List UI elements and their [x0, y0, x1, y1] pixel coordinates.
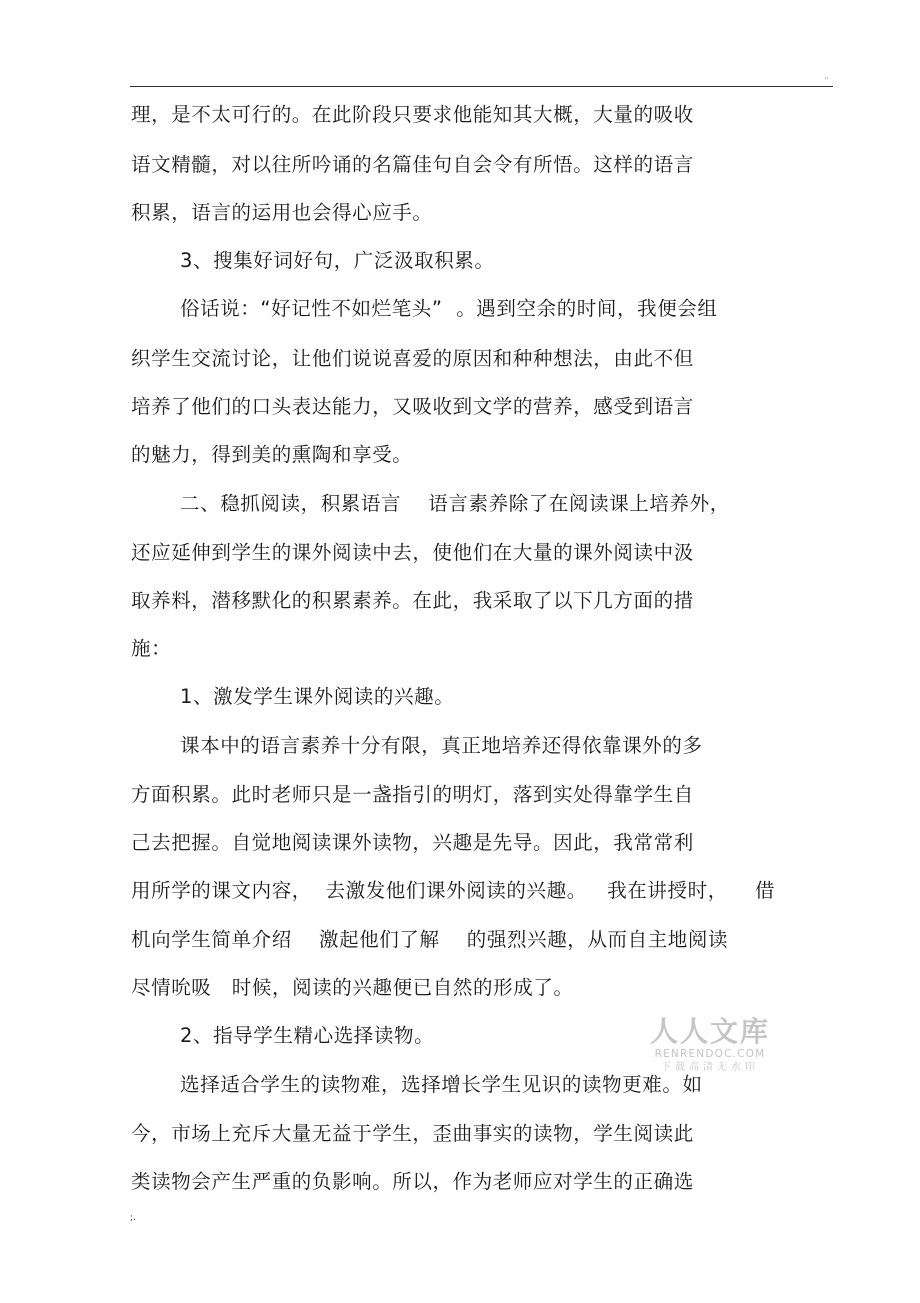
header-mark: ·· [824, 74, 830, 83]
text-line: 还应延伸到学生的课外阅读中去，使他们在大量的课外阅读中汲 [131, 541, 694, 564]
watermark-title: 人人文库 [649, 1015, 770, 1048]
header-rule [130, 86, 833, 87]
text-line: 方面积累。此时老师只是一盏指引的明灯，落到实处得靠学生自 [131, 783, 694, 806]
text-line: 语文精髓，对以往所吟诵的名篇佳句自会令有所悟。这样的语言 [131, 153, 694, 176]
text-line: 用所学的课文内容， 去激发他们课外阅读的兴趣。 我在讲授时， 借 [131, 879, 776, 902]
watermark-subtitle: 下载高清无水印 [661, 1062, 759, 1073]
text-line: 1、激发学生课外阅读的兴趣。 [180, 685, 455, 708]
text-line: 尽情吮吸 时候，阅读的兴趣便已自然的形成了。 [131, 976, 574, 999]
text-line: 今，市场上充斥大量无益于学生，歪曲事实的读物，学生阅读此 [131, 1122, 694, 1145]
text-line: 类读物会产生严重的负影响。所以，作为老师应对学生的正确选 [131, 1170, 694, 1193]
text-line: 二、稳抓阅读，积累语言 语言素养除了在阅读课上培养外， [180, 492, 730, 515]
text-line: 施： [131, 637, 172, 660]
watermark [648, 1016, 772, 1074]
text-line: 理，是不太可行的。在此阶段只要求他能知其大概，大量的吸收 [131, 103, 694, 126]
text-line: 机向学生简单介绍 激起他们了解 的强烈兴趣，从而自主地阅读 [131, 928, 729, 951]
text-line: 2、指导学生精心选择读物。 [180, 1024, 435, 1047]
watermark-url: RENRENDOC.COM [654, 1048, 766, 1060]
text-line: 织学生交流讨论，让他们说说喜爱的原因和种种想法，由此不但 [131, 347, 694, 370]
text-line: 积累，语言的运用也会得心应手。 [131, 201, 433, 224]
text-line: 取养料，潜移默化的积累素养。在此，我采取了以下几方面的措 [131, 589, 694, 612]
text-line: 培养了他们的口头表达能力，又吸收到文学的营养，感受到语言 [131, 395, 694, 418]
text-line: 的魅力，得到美的熏陶和享受。 [131, 443, 413, 466]
text-line: 选择适合学生的读物难，选择增长学生见识的读物更难。如 [180, 1073, 703, 1096]
text-line: 己去把握。自觉地阅读课外读物，兴趣是先导。因此，我常常利 [131, 831, 694, 854]
footer-mark: ;. [130, 1213, 136, 1223]
text-line: 3、搜集好词好句，广泛汲取积累。 [180, 249, 495, 272]
text-line: 俗话说：“好记性不如烂笔头” 。遇到空余的时间，我便会组 [180, 297, 718, 320]
text-line: 课本中的语言素养十分有限，真正地培养还得依靠课外的多 [180, 734, 703, 757]
